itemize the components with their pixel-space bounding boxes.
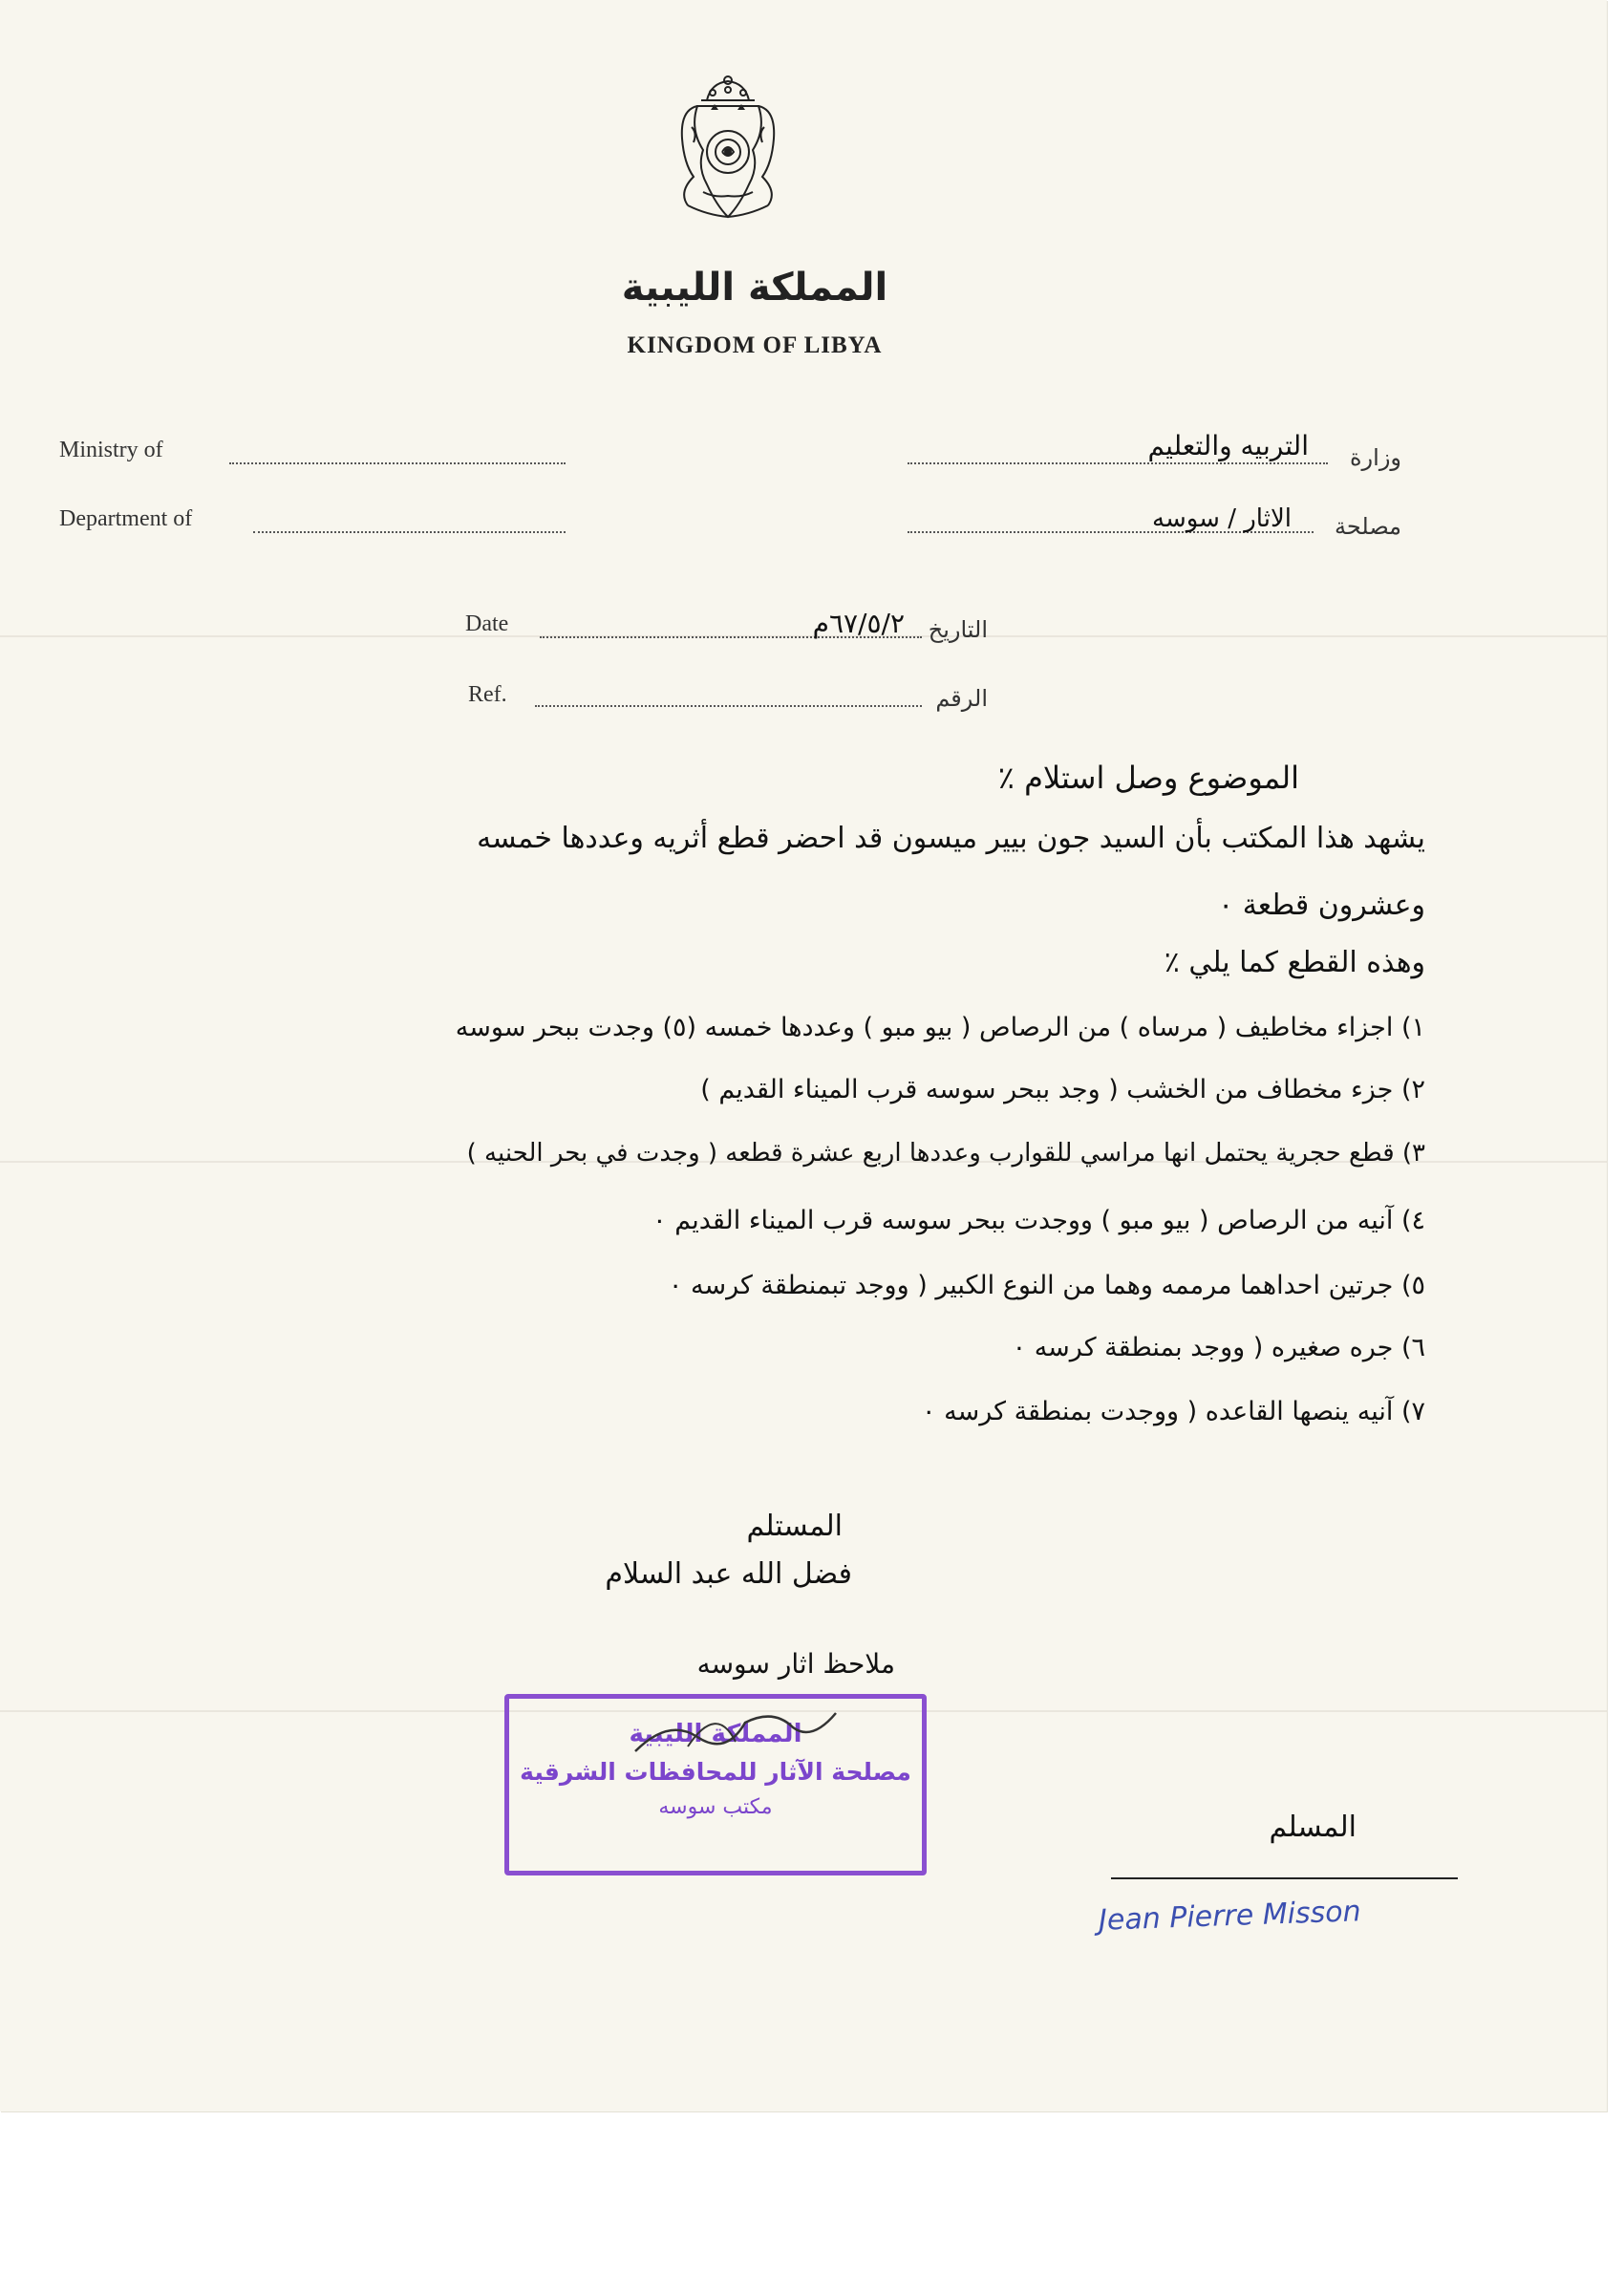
date-label-en: Date [465,611,509,636]
stamp-line-2: مصلحة الآثار للمحافظات الشرقية [520,1758,911,1786]
item-line: ١) اجزاء مخاطيف ( مرساه ) من الرصاص ( بيو مبو ) وعددها خمسه (٥) وجدت ببحر سوسه [455,1013,1425,1042]
intro-line-2: وعشرون قطعة ٠ [1218,889,1425,922]
ref-line [535,705,922,707]
ref-label-ar: الرقم [935,685,988,712]
letterhead-title-arabic: المملكة الليبية [621,266,888,310]
item-line: ٤) آنيه من الرصاص ( بيو مبو ) ووجدت ببحر سوسه قرب الميناء القديم ٠ [652,1206,1425,1235]
department-label-en: Department of [59,506,193,531]
deliverer-title: المسلم [1269,1811,1357,1844]
ref-label-en: Ref. [468,682,507,707]
date-value: ٦٧/٥/٢م [812,608,905,639]
item-line: ٢) جزء مخطاف من الخشب ( وجد ببحر سوسه قرب الميناء القديم ) [700,1075,1425,1104]
stamp-line-3: مكتب سوسه [658,1795,773,1819]
letterhead-title-english: KINGDOM OF LIBYA [627,332,883,358]
receiver-title: المستلم [746,1510,843,1543]
libyan-royal-crest-icon [669,72,787,225]
ministry-value: التربيه والتعليم [1147,430,1309,461]
department-en-line [253,531,566,533]
date-label-ar: التاريخ [928,616,988,643]
item-line: ٥) جرتين احداهما مرممه وهما من النوع الكبير ( ووجد تبمنطقة كرسه ٠ [668,1271,1425,1300]
item-line: ٣) قطع حجرية يحتمل انها مراسي للقوارب وعددها اربع عشرة قطعه ( وجدت في بحر الحنيه ) [466,1139,1425,1168]
intro-line-1: يشهد هذا المكتب بأن السيد جون بيير ميسون قد احضر قطع أثريه وعددها خمسه [477,822,1425,855]
department-value: الاثار / سوسه [1152,504,1292,533]
stamp-signature-scribble-icon [630,1699,841,1766]
intro-line-3: وهذه القطع كما يلي ٪ [1164,946,1425,979]
department-label-ar: مصلحة [1335,513,1401,540]
deliverer-signature: Jean Pierre Misson [1098,1895,1362,1938]
item-line: ٧) آنيه ينصها القاعده ( ووجدت بمنطقة كرسه ٠ [922,1397,1425,1426]
signature-line [1111,1877,1458,1879]
item-line: ٦) جره صغيره ( ووجد بمنطقة كرسه ٠ [1012,1333,1425,1362]
ministry-en-line [229,462,566,464]
observer-title: ملاحظ اثار سوسه [696,1648,895,1680]
stamp-line-1: المملكة الليبية [629,1720,802,1748]
ministry-label-ar: وزارة [1349,444,1401,471]
ministry-ar-line [908,462,1328,464]
subject-line: الموضوع وصل استلام ٪ [997,760,1299,796]
receiver-name: فضل الله عبد السلام [605,1557,852,1591]
ministry-label-en: Ministry of [59,438,163,462]
